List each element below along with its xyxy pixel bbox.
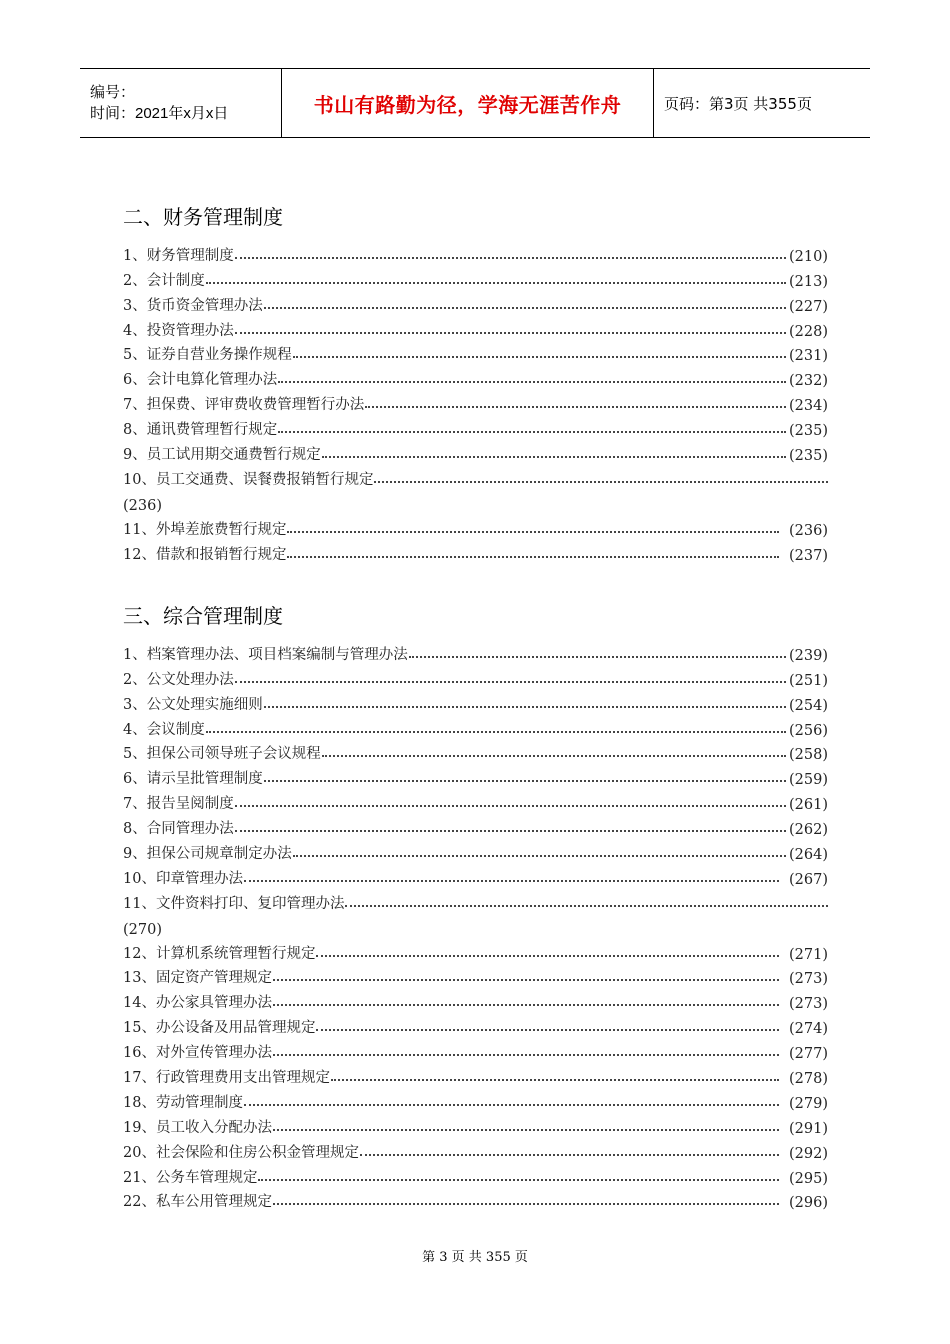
toc-page: (235) bbox=[789, 423, 828, 440]
toc-entry[interactable] bbox=[123, 315, 828, 340]
toc-list bbox=[123, 240, 828, 564]
dot-leader bbox=[409, 656, 786, 658]
toc-page: (278) bbox=[789, 1071, 828, 1088]
toc-entry[interactable] bbox=[123, 1137, 828, 1162]
dot-leader bbox=[206, 282, 786, 284]
dot-leader bbox=[316, 955, 779, 957]
toc-label: 3、货币资金管理办法 bbox=[123, 297, 263, 314]
toc-entry[interactable] bbox=[123, 763, 828, 788]
page-info: 页码：第3页 共355页 bbox=[664, 94, 812, 113]
toc-entry[interactable] bbox=[123, 714, 828, 739]
dot-leader bbox=[235, 830, 786, 832]
toc-label: 2、会计制度 bbox=[123, 272, 205, 289]
toc-label: 3、公文处理实施细则 bbox=[123, 696, 263, 713]
dot-leader bbox=[273, 1203, 779, 1205]
toc-page: (236) bbox=[789, 522, 828, 539]
toc-page-wrapped bbox=[123, 913, 828, 938]
dot-leader bbox=[293, 855, 786, 857]
toc-label: 7、报告呈阅制度 bbox=[123, 796, 234, 813]
toc-entry[interactable] bbox=[123, 414, 828, 439]
toc-page: (291) bbox=[789, 1120, 828, 1137]
toc-entry[interactable] bbox=[123, 888, 828, 913]
toc-label: 16、对外宣传管理办法 bbox=[123, 1045, 272, 1062]
dot-leader bbox=[235, 257, 786, 259]
toc-page: (231) bbox=[789, 348, 828, 365]
toc-label: 17、行政管理费用支出管理规定 bbox=[123, 1070, 330, 1087]
toc-page: (261) bbox=[789, 797, 828, 814]
toc-entry[interactable] bbox=[123, 639, 828, 664]
toc-page: (271) bbox=[789, 946, 828, 963]
toc-entry[interactable] bbox=[123, 1087, 828, 1112]
toc-entry[interactable] bbox=[123, 1162, 828, 1187]
toc-page: (296) bbox=[789, 1195, 828, 1212]
toc-entry[interactable] bbox=[123, 539, 828, 564]
toc-entry[interactable] bbox=[123, 1037, 828, 1062]
toc-entry[interactable] bbox=[123, 689, 828, 714]
toc-entry[interactable] bbox=[123, 1012, 828, 1037]
toc-entry[interactable] bbox=[123, 265, 828, 290]
dot-leader bbox=[258, 1179, 779, 1181]
dot-leader bbox=[360, 1154, 779, 1156]
toc-entry[interactable] bbox=[123, 514, 828, 539]
toc-label: 12、借款和报销暂行规定 bbox=[123, 546, 287, 563]
dot-leader bbox=[331, 1079, 779, 1081]
section-general bbox=[123, 601, 828, 1211]
toc-entry[interactable] bbox=[123, 340, 828, 365]
toc-page: (210) bbox=[789, 248, 828, 265]
dot-leader bbox=[374, 481, 828, 483]
toc-page: (270) bbox=[123, 921, 162, 938]
dot-leader bbox=[322, 755, 786, 757]
toc-label: 10、印章管理办法 bbox=[123, 870, 243, 887]
toc-page: (259) bbox=[789, 772, 828, 789]
toc-entry[interactable] bbox=[123, 739, 828, 764]
dot-leader bbox=[244, 880, 779, 882]
toc-label: 5、担保公司领导班子会议规程 bbox=[123, 746, 321, 763]
dot-leader bbox=[235, 332, 786, 334]
toc-page: (256) bbox=[789, 722, 828, 739]
dot-leader bbox=[293, 356, 786, 358]
header-page-cell bbox=[654, 69, 870, 137]
toc-label: 15、办公设备及用品管理规定 bbox=[123, 1020, 316, 1037]
toc-label: 19、员工收入分配办法 bbox=[123, 1119, 272, 1136]
section-title: 三、综合管理制度 bbox=[123, 604, 283, 628]
section-finance bbox=[123, 202, 828, 564]
toc-entry[interactable] bbox=[123, 813, 828, 838]
toc-label: 14、办公家具管理办法 bbox=[123, 995, 272, 1012]
toc-page: (237) bbox=[789, 547, 828, 564]
dot-leader bbox=[365, 406, 786, 408]
toc-entry[interactable] bbox=[123, 838, 828, 863]
toc-page: (274) bbox=[789, 1021, 828, 1038]
dot-leader bbox=[206, 731, 786, 733]
dot-leader bbox=[273, 1129, 779, 1131]
toc-page: (279) bbox=[789, 1095, 828, 1112]
toc-entry[interactable] bbox=[123, 1062, 828, 1087]
toc-entry[interactable] bbox=[123, 938, 828, 963]
toc-entry[interactable] bbox=[123, 1112, 828, 1137]
toc-label: 10、员工交通费、误餐费报销暂行规定 bbox=[123, 471, 374, 488]
dot-leader bbox=[264, 706, 786, 708]
header-motto-cell bbox=[282, 69, 654, 137]
toc-label: 2、公文处理办法 bbox=[123, 671, 234, 688]
toc-label: 1、财务管理制度 bbox=[123, 247, 234, 264]
toc-label: 6、请示呈批管理制度 bbox=[123, 771, 263, 788]
toc-label: 5、证券自营业务操作规程 bbox=[123, 347, 292, 364]
toc-entry[interactable] bbox=[123, 240, 828, 265]
toc-label: 12、计算机系统管理暂行规定 bbox=[123, 945, 316, 962]
toc-label: 20、社会保险和住房公积金管理规定 bbox=[123, 1144, 359, 1161]
header-meta bbox=[80, 69, 282, 137]
toc-page: (264) bbox=[789, 847, 828, 864]
toc-page: (213) bbox=[789, 273, 828, 290]
dot-leader bbox=[316, 1029, 779, 1031]
toc-label: 8、合同管理办法 bbox=[123, 821, 234, 838]
dot-leader bbox=[235, 681, 786, 683]
footer-page-number: 第 3 页 共 355 页 bbox=[422, 1250, 528, 1265]
toc-entry[interactable] bbox=[123, 664, 828, 689]
toc-entry[interactable] bbox=[123, 439, 828, 464]
dot-leader bbox=[287, 556, 779, 558]
toc-page: (273) bbox=[789, 971, 828, 988]
time-label: 时间：2021年x月x日 bbox=[90, 105, 229, 122]
toc-page: (228) bbox=[789, 323, 828, 340]
toc-page: (236) bbox=[123, 497, 162, 514]
toc-label: 6、会计电算化管理办法 bbox=[123, 372, 278, 389]
toc-list bbox=[123, 639, 828, 1211]
toc-page: (295) bbox=[789, 1170, 828, 1187]
toc-label: 4、投资管理办法 bbox=[123, 322, 234, 339]
toc-label: 11、外埠差旅费暂行规定 bbox=[123, 521, 287, 538]
code-label: 编号： bbox=[90, 84, 136, 101]
toc-page: (267) bbox=[789, 871, 828, 888]
toc-label: 18、劳动管理制度 bbox=[123, 1094, 243, 1111]
toc-page: (292) bbox=[789, 1145, 828, 1162]
toc-page: (273) bbox=[789, 996, 828, 1013]
toc-page: (232) bbox=[789, 373, 828, 390]
toc-entry[interactable] bbox=[123, 1187, 828, 1212]
section-title: 二、财务管理制度 bbox=[123, 205, 283, 229]
page-footer bbox=[0, 1246, 950, 1265]
toc-label: 1、档案管理办法、项目档案编制与管理办法 bbox=[123, 646, 408, 663]
dot-leader bbox=[273, 1054, 779, 1056]
toc-label: 9、员工试用期交通费暂行规定 bbox=[123, 447, 321, 464]
toc-label: 11、文件资料打印、复印管理办法 bbox=[123, 895, 345, 912]
dot-leader bbox=[278, 431, 786, 433]
toc-label: 22、私车公用管理规定 bbox=[123, 1194, 272, 1211]
page-header bbox=[80, 68, 870, 138]
toc-entry[interactable] bbox=[123, 290, 828, 315]
toc-entry[interactable] bbox=[123, 788, 828, 813]
toc-entry[interactable] bbox=[123, 389, 828, 414]
toc-page-wrapped bbox=[123, 489, 828, 514]
toc-entry[interactable] bbox=[123, 364, 828, 389]
toc-label: 8、通讯费管理暂行规定 bbox=[123, 422, 278, 439]
toc-page: (234) bbox=[789, 398, 828, 415]
toc-page: (258) bbox=[789, 747, 828, 764]
dot-leader bbox=[273, 1004, 779, 1006]
toc-page: (251) bbox=[789, 672, 828, 689]
toc-entry[interactable] bbox=[123, 987, 828, 1012]
dot-leader bbox=[235, 805, 786, 807]
toc-label: 9、担保公司规章制定办法 bbox=[123, 846, 292, 863]
toc-entry[interactable] bbox=[123, 963, 828, 988]
dot-leader bbox=[287, 531, 779, 533]
toc-page: (227) bbox=[789, 298, 828, 315]
toc-entry[interactable] bbox=[123, 464, 828, 489]
dot-leader bbox=[273, 979, 779, 981]
toc-page: (262) bbox=[789, 822, 828, 839]
dot-leader bbox=[345, 905, 828, 907]
dot-leader bbox=[264, 780, 786, 782]
motto-text: 书山有路勤为径，学海无涯苦作舟 bbox=[313, 92, 622, 117]
toc-page: (277) bbox=[789, 1046, 828, 1063]
toc-page: (254) bbox=[789, 697, 828, 714]
toc-page: (239) bbox=[789, 647, 828, 664]
dot-leader bbox=[264, 307, 786, 309]
toc-entry[interactable] bbox=[123, 863, 828, 888]
toc-label: 21、公务车管理规定 bbox=[123, 1169, 258, 1186]
toc-label: 4、会议制度 bbox=[123, 721, 205, 738]
dot-leader bbox=[322, 456, 786, 458]
toc-label: 7、担保费、评审费收费管理暂行办法 bbox=[123, 397, 365, 414]
toc-label: 13、固定资产管理规定 bbox=[123, 970, 272, 987]
dot-leader bbox=[278, 381, 786, 383]
toc-page: (235) bbox=[789, 448, 828, 465]
dot-leader bbox=[244, 1104, 779, 1106]
